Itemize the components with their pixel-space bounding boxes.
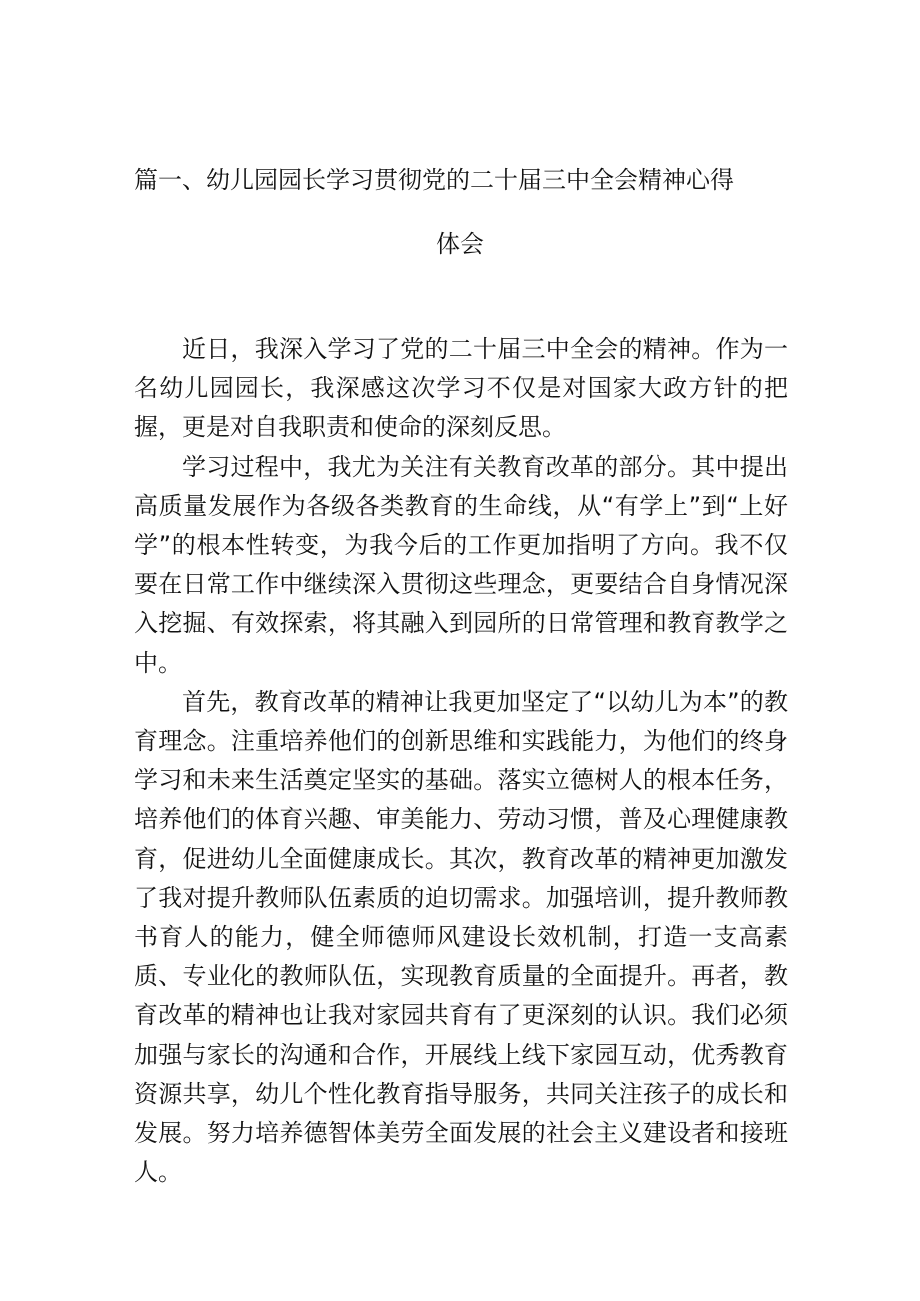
paragraph-1: 近日，我深入学习了党的二十届三中全会的精神。作为一名幼儿园园长，我深感这次学习不仅是对国家大政方针的把握，更是对自我职责和使命的深刻反思。 xyxy=(134,335,788,442)
document-title-line-2: 体会 xyxy=(436,230,484,258)
paragraph-2: 学习过程中，我尤为关注有关教育改革的部分。其中提出高质量发展作为各级各类教育的生命线，从“有学上”到“上好学”的根本性转变，为我今后的工作更加指明了方向。我不仅要在日常工作中继续深入贯彻这些理念，更要结合自身情况深入挖掘、有效探索，将其融入到园所的日常管理和教育教学之中。 xyxy=(134,452,788,677)
document-body xyxy=(134,330,788,1192)
document-title-line-1: 篇一、幼儿园园长学习贯彻党的二十届三中全会精神心得 xyxy=(134,166,734,194)
paragraph-3: 首先，教育改革的精神让我更加坚定了“以幼儿为本”的教育理念。注重培养他们的创新思维和实践能力，为他们的终身学习和未来生活奠定坚实的基础。落实立德树人的根本任务，培养他们的体育兴趣、审美能力、劳动习惯，普及心理健康教育，促进幼儿全面健康成长。其次，教育改革的精神更加激发了我对提升教师队伍素质的迫切需求。加强培训，提升教师教书育人的能力，健全师德师风建设长效机制，打造一支高素质、专业化的教师队伍，实现教育质量的全面提升。再者，教育改革的精神也让我对家园共育有了更深刻的认识。我们必须加强与家长的沟通和合作，开展线上线下家园互动，优秀教育资源共享，幼儿个性化教育指导服务，共同关注孩子的成长和发展。努力培养德智体美劳全面发展的社会主义建设者和接班人。 xyxy=(134,687,788,1187)
